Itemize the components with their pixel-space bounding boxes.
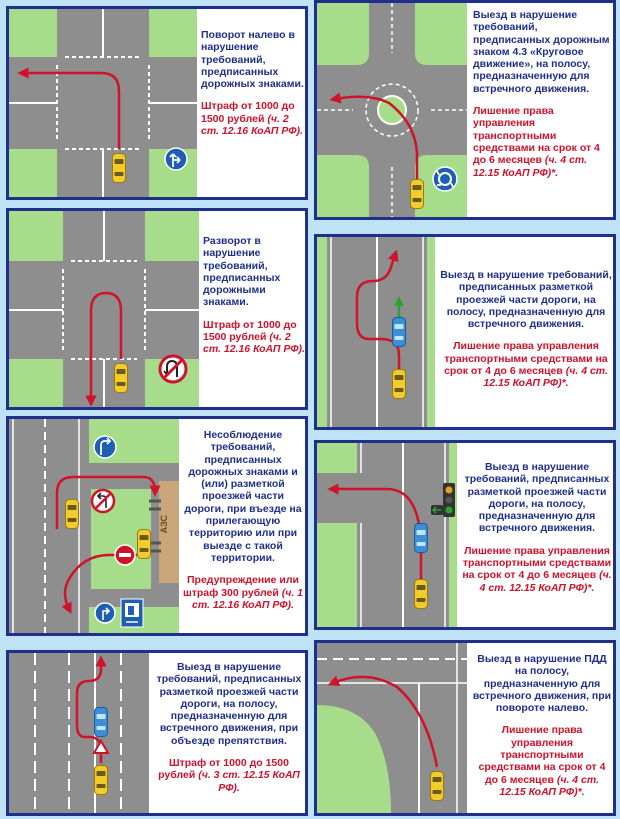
car-yellow (393, 370, 406, 399)
car-blue (415, 524, 428, 553)
panel-description: Поворот налево в нарушение требований, предписанных дорожных знаками. (201, 29, 304, 91)
car-yellow (138, 530, 151, 559)
car-yellow (113, 154, 126, 183)
penalty-text: Предупреждение или штраф 300 рублей (182, 574, 299, 599)
law-reference: (ч. 4 ст. 12.15 КоАП РФ)*. (479, 569, 612, 594)
panel-left-turn-oncoming-violation (314, 640, 616, 816)
panel-left-turn-violation (6, 6, 308, 200)
law-reference: (ч. 4 ст. 12.15 КоАП РФ)*. (473, 154, 588, 179)
law-reference: (ч. 2 ст. 12.16 КоАП РФ). (201, 112, 303, 138)
car-yellow (415, 580, 428, 609)
panel-description: Разворот в нарушение требований, предписанных дорожными знаками. (203, 235, 281, 309)
penalty-text: Штраф от 1000 до 1500 рублей (158, 757, 289, 782)
penalty-text: Штраф от 1000 до 1500 рублей (201, 100, 295, 125)
car-blue (393, 318, 406, 347)
gas-station-label: АЗС (159, 515, 169, 534)
panel-adjacent-territory-violation (6, 416, 308, 636)
road-illustration (317, 237, 435, 427)
panel-description: Выезд в нарушение ПДД на полосу, предназначенную для встречного движения, при повороте налево. (472, 653, 612, 715)
law-reference: (ч. 2 ст. 12.16 КоАП РФ). (203, 331, 305, 356)
law-reference: (ч. 4 ст. 12.15 КоАП РФ)*. (499, 773, 600, 798)
gas-station-illustration (9, 419, 179, 633)
intersection-illustration (9, 9, 197, 197)
penalty-text: Лишение права управления транспортными средствами на срок от 4 до 6 месяцев (444, 340, 608, 378)
panel-description: Выезд в нарушение требований, предписанных разметкой проезжей части дороги, на полосу, предназначенную для встречного движения, при объезде препятствия. (156, 661, 302, 747)
car-blue (95, 708, 108, 737)
fuel-sign-icon (121, 599, 143, 627)
car-yellow (411, 180, 424, 209)
intersection-illustration (9, 211, 199, 407)
panel-marking-oncoming-violation (314, 234, 616, 430)
law-reference: (ч. 4 ст. 12.15 КоАП РФ)*. (483, 365, 608, 390)
penalty-text: Лишение права управления транспортными средствами на срок от 4 до 6 месяцев (473, 105, 600, 167)
direction-sign-icon (95, 603, 115, 623)
car-yellow (115, 364, 128, 393)
panel-obstacle-bypass-violation (6, 650, 308, 816)
car-yellow (95, 766, 108, 795)
sign-straight-or-right-icon (165, 148, 187, 170)
road-illustration (9, 653, 149, 813)
road-illustration (317, 443, 457, 627)
penalty-text: Штраф от 1000 до 1500 рублей (203, 318, 297, 344)
no-u-turn-sign-icon (160, 356, 186, 382)
panel-description: Выезд в нарушение требований, предписанных разметкой проезжей части дороги, на полосу, предназначенную для встречного движения. (440, 269, 612, 331)
penalty-text: Лишение права управления транспортными средствами на срок от 4 до 6 месяцев (478, 724, 606, 786)
road-illustration (317, 643, 467, 813)
panel-roundabout-violation (314, 0, 616, 220)
no-entry-sign-icon (115, 545, 135, 565)
turn-right-sign-icon (94, 436, 116, 458)
panel-description: Выезд в нарушение требований, предписанных дорожным знаком 4.3 «Круговое движение», на полосу, предназначенную для встречного движения. (473, 9, 610, 95)
panel-description: Выезд в нарушение требований, предписанных разметкой проезжей части дороги, на полосу, предназначенную для встречного движения. (464, 461, 610, 535)
panel-description: Несоблюдение требований, предписанных дорожных знаками и (или) разметкой проезжей части дороги, при въезде на прилегающую территорию или при выезде с такой территории. (184, 429, 302, 564)
no-left-turn-sign-icon (92, 490, 114, 512)
car-yellow (431, 772, 444, 801)
car-yellow (66, 500, 79, 529)
roundabout-sign-icon (433, 167, 457, 191)
law-reference: (ч. 3 ст. 12.15 КоАП РФ). (198, 769, 300, 794)
law-reference: (ч. 1 ст. 12.16 КоАП РФ). (192, 586, 304, 611)
penalty-text: Лишение права управления транспортными средствами на срок от 4 до 6 месяцев (462, 544, 612, 582)
roundabout-illustration (317, 3, 467, 217)
panel-u-turn-violation (6, 208, 308, 410)
panel-traffic-light-oncoming-violation (314, 440, 616, 630)
